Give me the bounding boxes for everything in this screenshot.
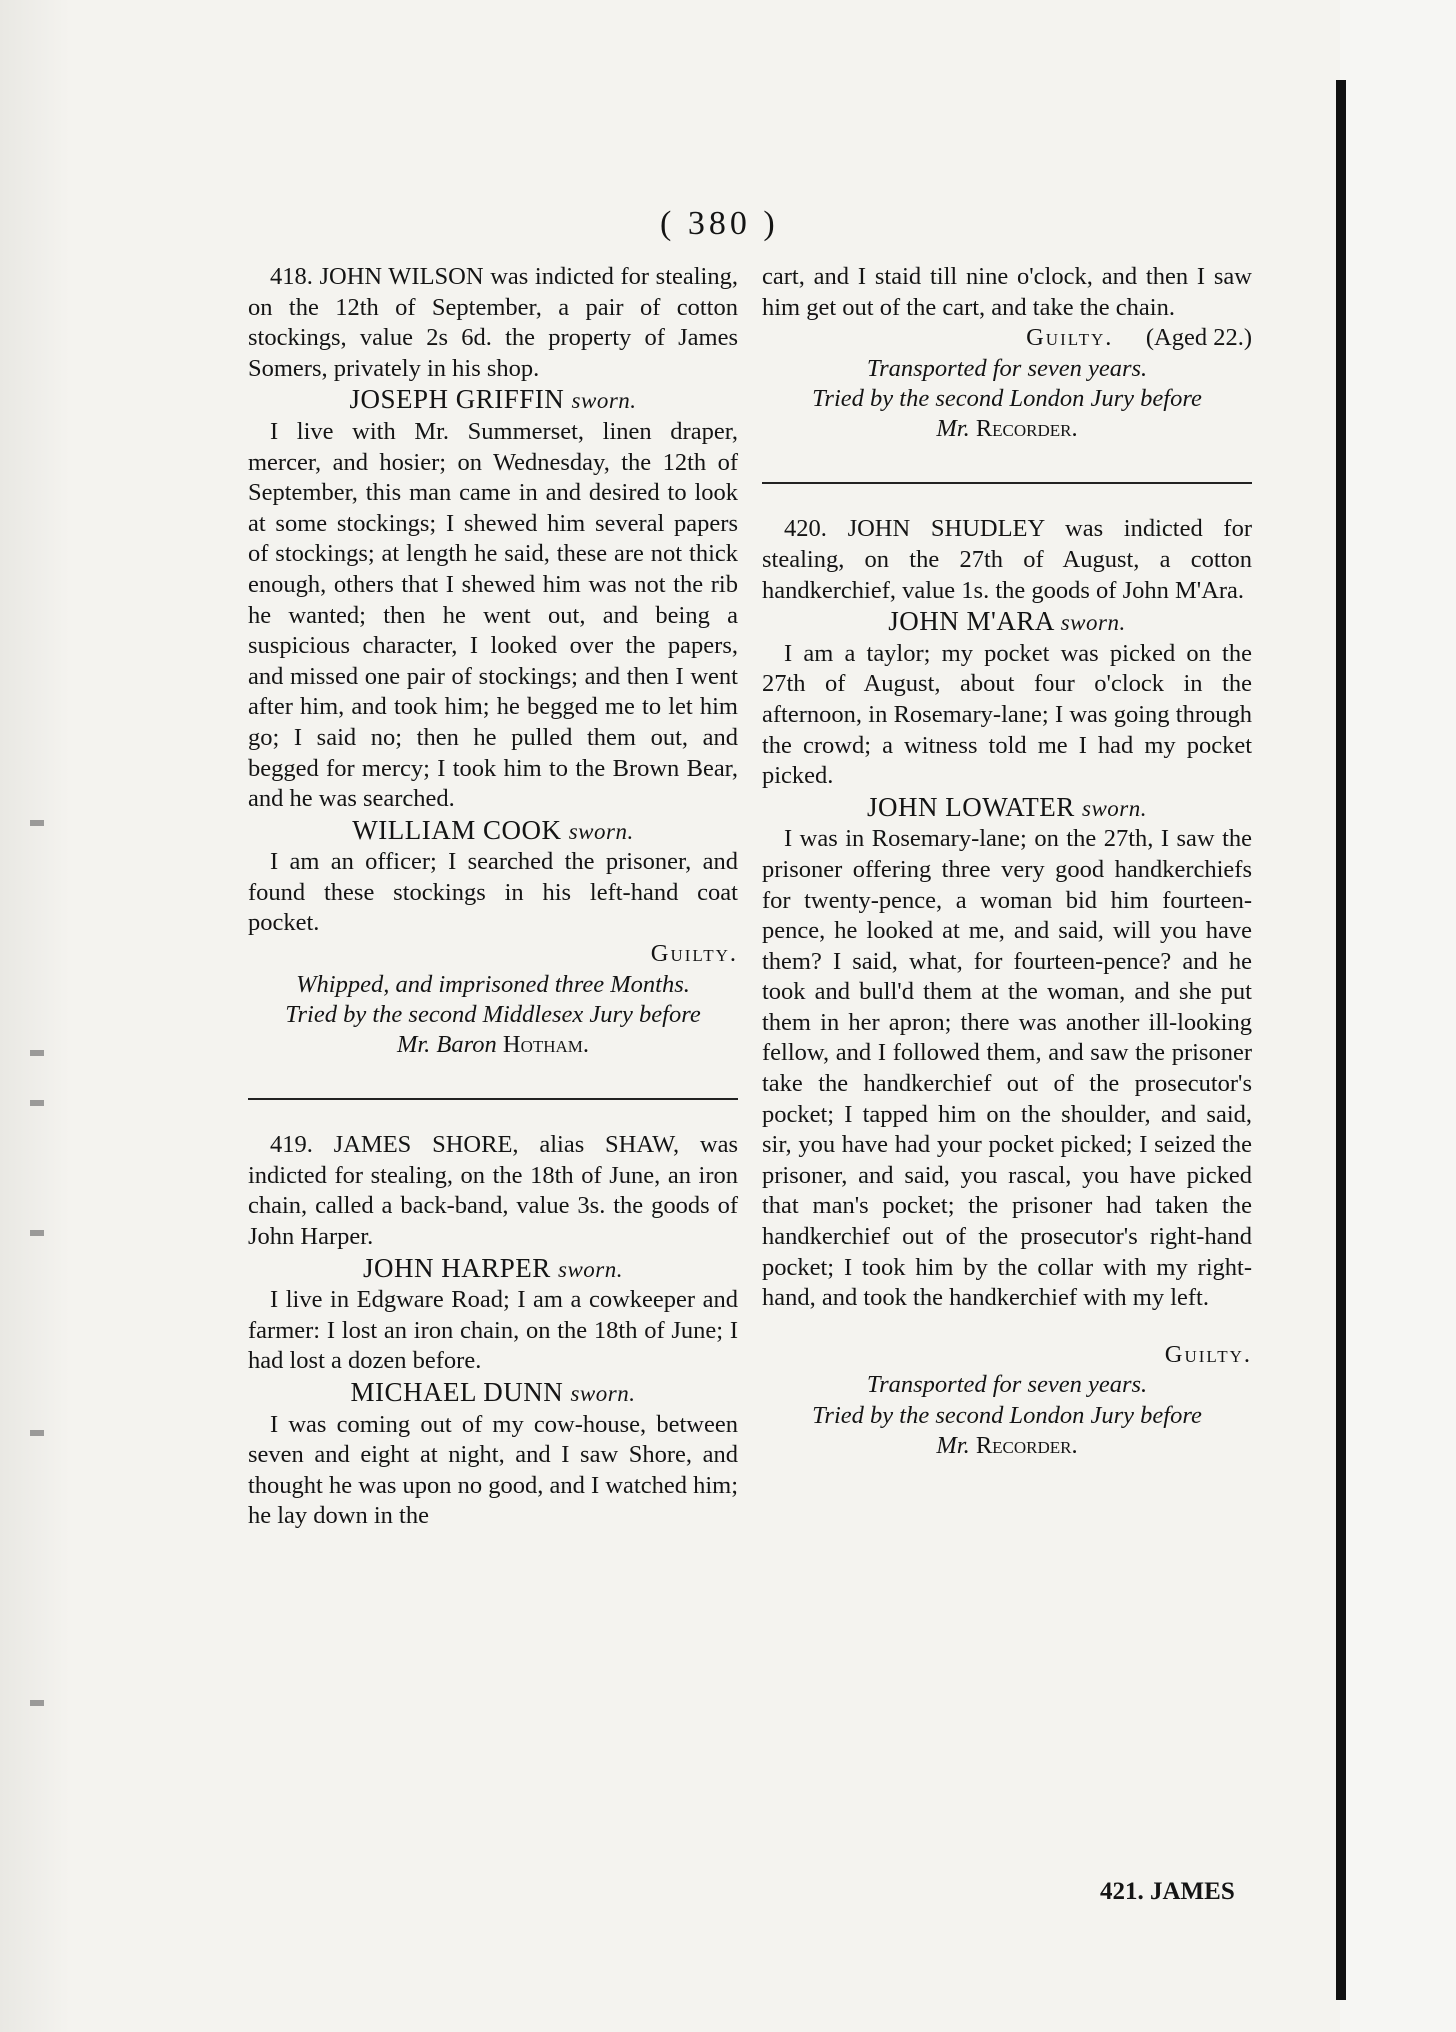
tried-by-note [762, 384, 1252, 444]
case-divider [762, 482, 1252, 484]
testimony-text: I was coming out of my cow-house, between seven and eight at night, and I saw Shore, and thought he was upon no good, and I watched him; he lay down in the [248, 1410, 738, 1530]
scan-gutter-left [0, 0, 70, 2032]
catchword: 421. JAMES [1100, 1878, 1235, 1905]
witness-name: JOSEPH GRIFFIN [349, 384, 565, 415]
sworn-label: sworn. [558, 1256, 624, 1282]
tried-line-2a: Mr. Baron [396, 1031, 503, 1059]
witness-name: MICHAEL DUNN [350, 1377, 564, 1407]
tried-line-1: Tried by the second London Jury before [812, 1402, 1202, 1429]
witness-name: WILLIAM COOK [352, 814, 562, 845]
tried-line-2a: Mr. [936, 1432, 976, 1459]
scan-speck [30, 1430, 44, 1436]
witness-heading [248, 1377, 738, 1410]
sentence: Whipped, and imprisoned three Months. [296, 970, 690, 998]
judge-name: Hotham. [502, 1031, 590, 1059]
testimony-text: I live with Mr. Summerset, linen draper, mercer, and hosier; on Wednesday, the 12th of September, this man came in and desired to look at some stockings; I shewed him several papers of stockings; at length he said, these are not thick enough, others that I shewed him was not the rib he wanted; then he went out, and being a suspicious character, I looked over the papers, and missed one pair of stockings; and then I went after him, and took him; he begged me to let him go; I said no; then he pulled them out, and begged for mercy; I took him to the Brown Bear, and he was searched. [248, 417, 738, 813]
tried-by-note [762, 1401, 1252, 1461]
witness-name: JOHN M'ARA [888, 606, 1054, 637]
right-column [762, 262, 1252, 1461]
tried-line-1: Tried by the second Middlesex Jury before [285, 1001, 701, 1029]
page-number: ( 380 ) [660, 205, 779, 242]
scan-speck [30, 1700, 44, 1706]
witness-name: JOHN LOWATER [867, 791, 1075, 822]
scan-speck [30, 1050, 44, 1056]
sworn-label: sworn. [1060, 610, 1126, 636]
verdict: Guilty. [650, 940, 738, 968]
verdict [762, 323, 1252, 354]
tried-line-2a: Mr. [936, 415, 976, 443]
judge-name: Recorder. [975, 415, 1078, 443]
witness-name: JOHN HARPER [362, 1252, 551, 1283]
prisoner-age: (Aged 22.) [1145, 324, 1252, 352]
witness-heading [248, 1253, 738, 1286]
sentence: Transported for seven years. [866, 1371, 1148, 1399]
scan-gutter-right [1340, 0, 1456, 2032]
testimony-text: I was in Rosemary-lane; on the 27th, I saw the prisoner offering three very good handkerchiefs for twenty-pence, a woman bid him fourteen-pence, he looked at me, and said, will you have them? I said, what, for fourteen-pence? and he took and bull'd them at the woman, and she put them in her apron; there was another ill-looking fellow, and I followed them, and saw the prisoner take the handkerchief out of the prosecutor's pocket; I tapped him on the shoulder, and said, sir, you have had your pocket picked; I seized the prisoner, and said, you rascal, you have picked that man's pocket; the prisoner had taken the handkerchief out of the prosecutor's right-hand pocket; I took him by the collar with my right-hand, and took the handkerchief with my left. [762, 825, 1252, 1312]
tried-line-1: Tried by the second London Jury before [812, 385, 1202, 413]
sworn-label: sworn. [568, 818, 634, 844]
case-420-text: 420. JOHN SHUDLEY was indicted for stealing, on the 27th of August, a cotton handkerchief, value 1s. the goods of John M'Ara. [762, 515, 1252, 604]
left-column [248, 262, 738, 1532]
sentence: Transported for seven years. [866, 354, 1148, 382]
verdict-label: Guilty. [1026, 324, 1114, 352]
scan-speck [30, 820, 44, 826]
tried-by-note [248, 1000, 738, 1060]
sworn-label: sworn. [1082, 795, 1147, 821]
sworn-label: sworn. [571, 388, 637, 414]
witness-heading [248, 815, 738, 848]
testimony-text: I am a taylor; my pocket was picked on the 27th of August, about four o'clock in the afternoon, in Rosemary-lane; I was going through the crowd; a witness told me I had my pocket picked. [762, 639, 1252, 790]
case-418-text: 418. JOHN WILSON was indicted for stealing, on the 12th of September, a pair of cotton stockings, value 2s 6d. the property of James Somers, privately in his shop. [248, 263, 738, 382]
scan-speck [30, 1100, 44, 1106]
scan-speck [30, 1230, 44, 1236]
witness-heading [762, 606, 1252, 639]
witness-heading [762, 792, 1252, 825]
case-419-text: 419. JAMES SHORE, alias SHAW, was indicted for stealing, on the 18th of June, an iron chain, called a back-band, value 3s. the goods of John Harper. [248, 1131, 738, 1251]
judge-name: Recorder. [975, 1432, 1078, 1459]
witness-heading [248, 384, 738, 417]
testimony-continuation: cart, and I staid till nine o'clock, and then I saw him get out of the cart, and take the chain. [762, 263, 1252, 321]
case-divider [248, 1098, 738, 1100]
testimony-text: I am an officer; I searched the prisoner, and found these stockings in his left-hand coat pocket. [248, 848, 738, 937]
testimony-text: I live in Edgware Road; I am a cowkeeper and farmer: I lost an iron chain, on the 18th of June; I had lost a dozen before. [248, 1286, 738, 1375]
sworn-label: sworn. [570, 1381, 636, 1406]
page-edge-bar [1336, 80, 1346, 2000]
verdict: Guilty. [1164, 1340, 1252, 1368]
